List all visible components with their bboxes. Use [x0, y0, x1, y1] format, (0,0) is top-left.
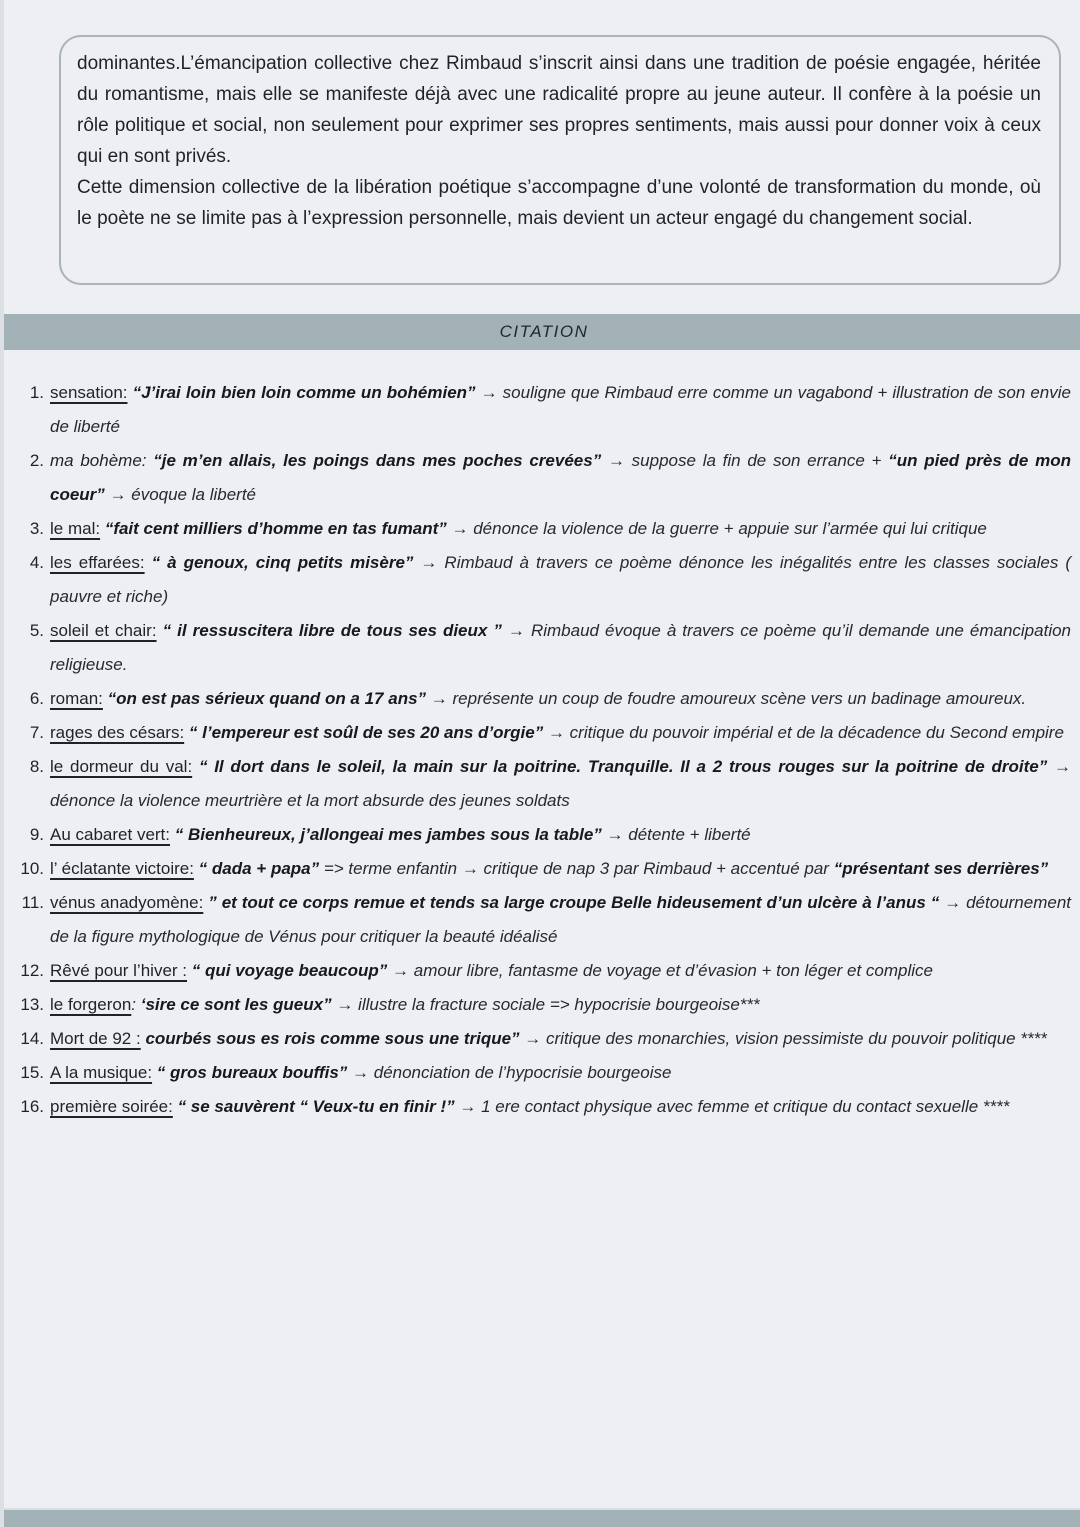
list-item-segment — [145, 553, 152, 572]
list-item-segment: “fait cent milliers d’homme en tas fumant” — [104, 519, 447, 538]
list-item-segment: ‘sire ce sont les gueux” — [140, 995, 332, 1014]
list-item-number: 5. — [29, 621, 44, 640]
list-item-segment: → illustre la fracture sociale => hypocrisie bourgeoise*** — [331, 995, 760, 1014]
list-item-number: 7. — [29, 723, 44, 742]
bottom-bar — [4, 1508, 1080, 1527]
list-item-segment: le forgeron — [50, 995, 132, 1014]
list-item-number: 11. — [21, 893, 44, 912]
list-item-segment: → Rimbaud à travers ce poème dénonce les inégalités entre les classes sociales ( pauvre et riche) — [50, 553, 1071, 606]
list-item — [4, 376, 1071, 444]
list-item-segment: → 1 ere contact physique avec femme et critique du contact sexuelle **** — [454, 1097, 1010, 1116]
list-item-segment: “ qui voyage beaucoup” — [191, 961, 388, 980]
list-item-segment: Au cabaret vert: — [50, 825, 171, 844]
list-item-number: 6. — [29, 689, 44, 708]
list-item-segment: “ dada + papa” — [198, 859, 320, 878]
list-item-segment: : — [131, 995, 141, 1014]
list-item-segment: → suppose la fin de son errance + — [601, 451, 889, 470]
list-item-segment: courbés sous es rois comme sous une trique” — [145, 1029, 520, 1048]
list-item-segment: ” et tout ce corps remue et tends sa large croupe Belle hideusement d’un ulcère à l’anus “ — [208, 893, 940, 912]
list-item-number: 16. — [20, 1097, 44, 1116]
list-item-number: 15. — [20, 1063, 44, 1082]
list-item-segment: → critique du pouvoir impérial et de la décadence du Second empire — [543, 723, 1064, 742]
list-item-segment: les effarées: — [50, 553, 145, 572]
list-item-number: 10. — [20, 859, 44, 878]
list-item-segment: → critique des monarchies, vision pessimiste du pouvoir politique **** — [519, 1029, 1047, 1048]
list-item — [4, 954, 1071, 988]
list-item-segment: le mal: — [50, 519, 101, 538]
list-item-number: 1. — [29, 383, 44, 402]
list-item — [4, 512, 1071, 546]
list-item-segment: rages des césars: — [50, 723, 185, 742]
list-item-segment: soleil et chair: — [50, 621, 157, 640]
list-item-segment: roman: — [50, 689, 103, 708]
list-item-segment: “je m’en allais, les poings dans mes poches crevées” — [153, 451, 602, 470]
list-item-number: 13. — [20, 995, 44, 1014]
intro-box — [59, 35, 1061, 285]
list-item — [4, 750, 1071, 818]
list-item-segment: A la musique: — [50, 1063, 153, 1082]
list-item-segment: → Rimbaud évoque à travers ce poème qu’il demande une émancipation religieuse. — [50, 621, 1072, 674]
list-item — [4, 818, 1071, 852]
intro-paragraph-2: Cette dimension collective de la libération poétique s’accompagne d’une volonté de transformation du monde, où le poète ne se limite pas à l’expression personnelle, mais devient un acteur engagé du changement social. — [77, 177, 1041, 229]
list-item-segment: “J’irai loin bien loin comme un bohémien” — [132, 383, 476, 402]
list-item — [4, 682, 1071, 716]
list-item — [4, 1090, 1071, 1124]
citation-list — [4, 376, 1080, 1124]
list-item-segment: “ il ressuscitera libre de tous ses dieux ” — [162, 621, 502, 640]
list-item-number: 9. — [29, 825, 44, 844]
list-item-segment: → amour libre, fantasme de voyage et d’évasion + ton léger et complice — [387, 961, 934, 980]
list-item-number: 12. — [20, 961, 44, 980]
list-item — [4, 1056, 1071, 1090]
list-item-segment: Mort de 92 : — [50, 1029, 141, 1048]
list-item — [4, 852, 1071, 886]
list-item-segment: “présentant ses derrières” — [833, 859, 1049, 878]
list-item-segment: le dormeur du val: — [50, 757, 193, 776]
list-item-segment: → dénonciation de l’hypocrisie bourgeoise — [347, 1063, 672, 1082]
list-item-segment: “ à genoux, cinq petits misère” — [151, 553, 414, 572]
list-item — [4, 716, 1071, 750]
list-item-segment: → détente + liberté — [601, 825, 751, 844]
list-item-segment: “ Bienheureux, j’allongeai mes jambes sous la table” — [174, 825, 602, 844]
list-item — [4, 444, 1071, 512]
list-item-segment: → dénonce la violence meurtrière et la mort absurde des jeunes soldats — [50, 757, 1071, 810]
list-item-segment: “ gros bureaux bouffis” — [156, 1063, 348, 1082]
list-item-segment: vénus anadyomène: — [50, 893, 204, 912]
list-item-number: 4. — [29, 553, 44, 572]
list-item-segment: ma bohème: — [50, 451, 147, 470]
list-item-segment: “un pied près de mon coeur” — [50, 451, 1072, 504]
list-item-segment: “ l’empereur est soûl de ses 20 ans d’orgie” — [188, 723, 544, 742]
citation-banner — [4, 314, 1080, 350]
list-item-segment: → détournement de la figure mythologique de Vénus pour critiquer la beauté idéalisé — [50, 893, 1072, 946]
list-item-segment: → représente un coup de foudre amoureux scène vers un badinage amoureux. — [426, 689, 1027, 708]
list-item-number: 8. — [29, 757, 44, 776]
list-item — [4, 546, 1071, 614]
list-item-segment: l’ éclatante victoire: — [50, 859, 194, 878]
list-item — [4, 988, 1071, 1022]
list-item-segment: Rêvé pour l’hiver : — [50, 961, 188, 980]
list-item — [4, 886, 1071, 954]
list-item-segment: première soirée: — [50, 1097, 173, 1116]
list-item — [4, 614, 1071, 682]
list-item-segment — [192, 757, 199, 776]
list-item-segment: “on est pas sérieux quand on a 17 ans” — [107, 689, 427, 708]
list-item-number: 2. — [29, 451, 44, 470]
list-item-segment: “ se sauvèrent “ Veux-tu en finir !” — [177, 1097, 455, 1116]
list-item-segment: “ Il dort dans le soleil, la main sur la poitrine. Tranquille. Il a 2 trous rouges sur la poitrine de droite” — [198, 757, 1048, 776]
list-item-segment: sensation: — [50, 383, 128, 402]
list-item — [4, 1022, 1071, 1056]
list-item-segment: → évoque la liberté — [104, 485, 256, 504]
list-item-number: 3. — [29, 519, 44, 538]
list-item-segment: => terme enfantin → critique de nap 3 par Rimbaud + accentué par — [319, 859, 834, 878]
intro-paragraph-1: dominantes.L’émancipation collective chez Rimbaud s’inscrit ainsi dans une tradition de poésie engagée, héritée du romantisme, mais elle se manifeste déjà avec une radicalité propre au jeune auteur. Il confère à la poésie un rôle politique et social, non seulement pour exprimer ses propres sentiments, mais aussi pour donner voix à ceux qui en sont privés. — [77, 53, 1041, 167]
list-item-segment: → souligne que Rimbaud erre comme un vagabond + illustration de son envie de liberté — [50, 383, 1071, 436]
list-item-number: 14. — [20, 1029, 44, 1048]
list-item-segment: → dénonce la violence de la guerre + appuie sur l’armée qui lui critique — [446, 519, 987, 538]
citation-banner-label: CITATION — [499, 322, 589, 341]
